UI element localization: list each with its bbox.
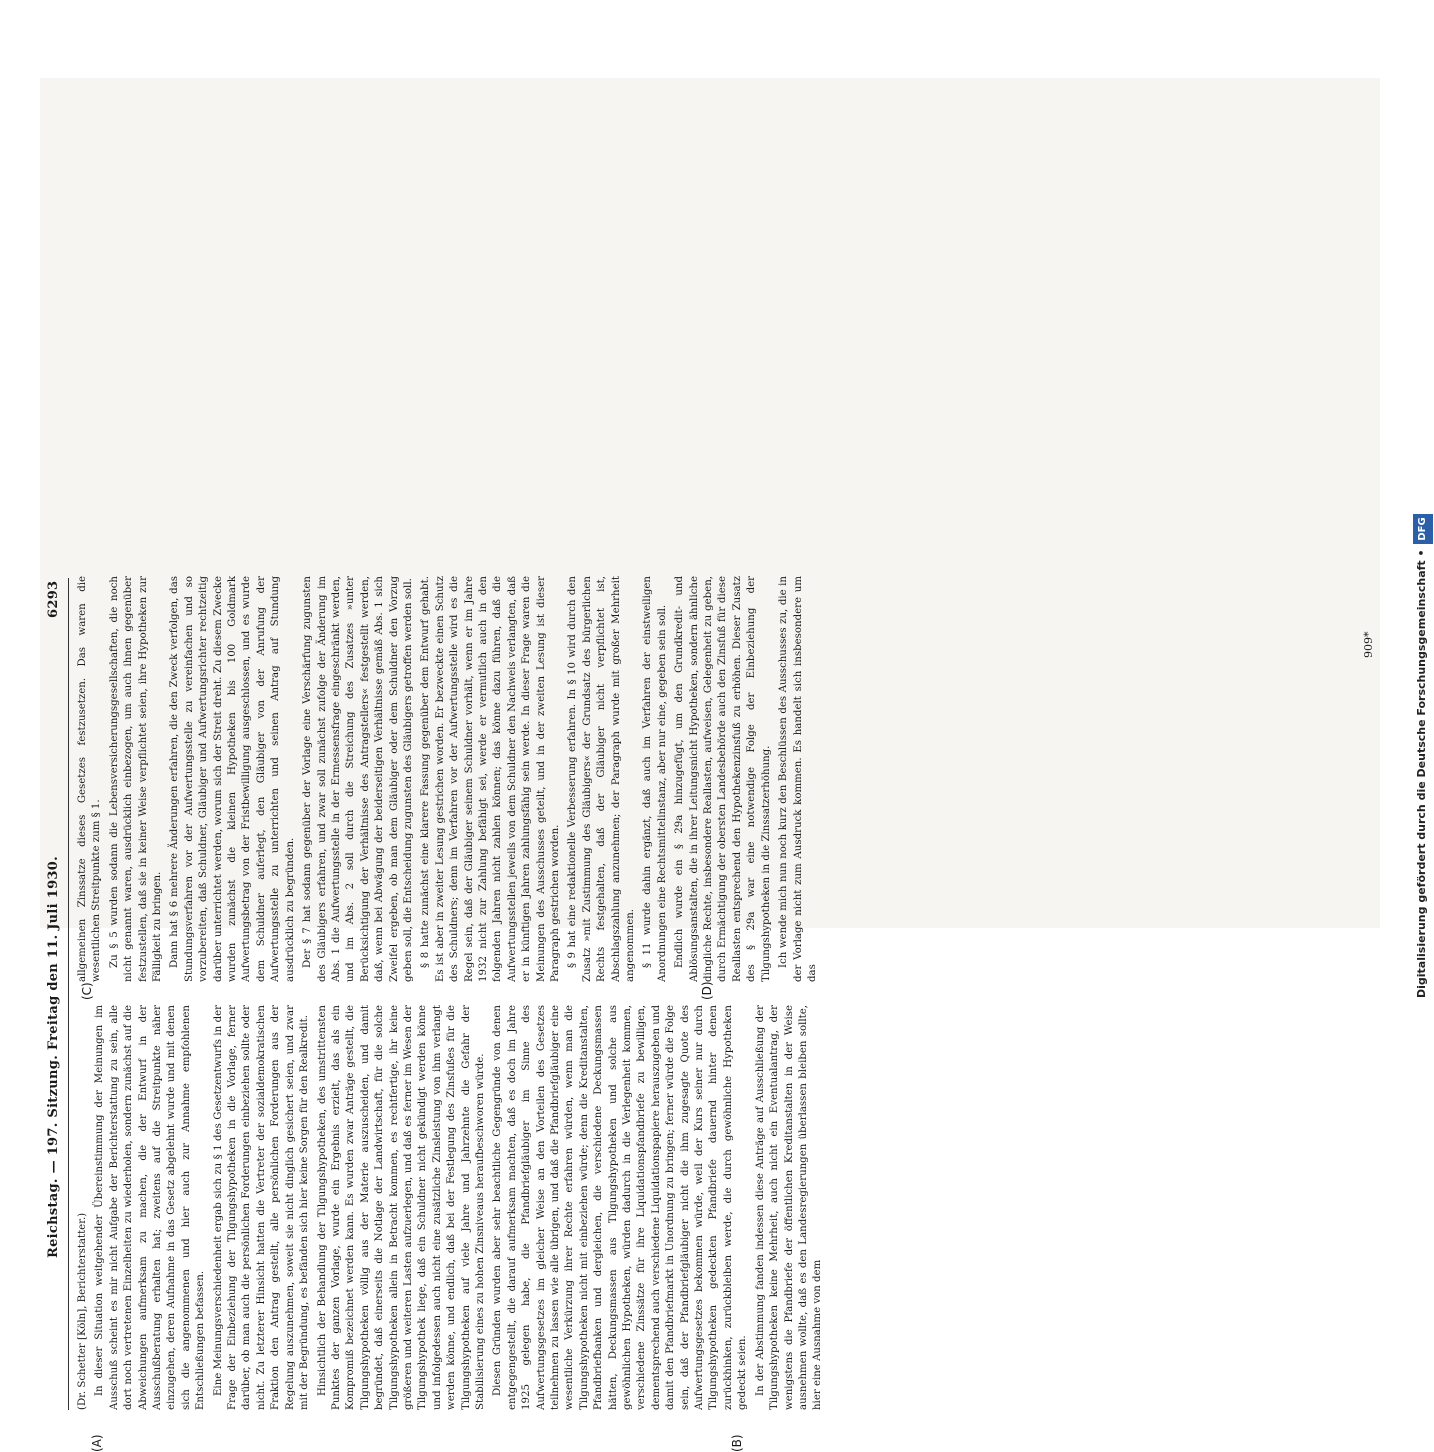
- page-number: 6293: [46, 580, 61, 618]
- footer-mark: 909*: [1362, 631, 1375, 658]
- scanned-page: [40, 78, 1380, 1452]
- running-header: [46, 568, 68, 1418]
- paragraph: Ich wende mich nun noch kurz den Beschlüssen des Ausschusses zu, die in der Vorlage nicht zum Ausdruck kommen. Es handelt sich insbesondere um das: [778, 576, 818, 982]
- header-title: Reichstag. — 197. Sitzung. Freitag den 11. Juli 1930.: [46, 856, 61, 1258]
- paragraph: Der § 7 hat sodann gegenüber der Vorlage eine Verschärfung zugunsten des Gläubigers erfahren, und zwar soll zunächst zufolge der Änderung im Abs. 1 die Aufwertungsstelle in der Ermessensfrage eingeschränkt werden, und im Abs. 2 soll durch die Streichung des Zusatzes »unter Berücksichtigung der Verhältnisse des Antragstellers« festgestellt werden, daß, wenn bei Abwägung der beiderseitigen Verhältnisse gemäß Abs. 1 sich Zweifel ergeben, ob man dem Gläubiger oder dem Schuldner den Vorzug geben soll, die Entscheidung zugunsten des Gläubigers getroffen werden soll.: [302, 576, 414, 982]
- right-column: [76, 576, 1372, 982]
- paragraph: Diesen Gründen wurden aber sehr beachtliche Gegengründe von denen entgegengestellt, die darauf aufmerksam machten, daß es doch im Jahre 1925 gelegen habe, die Pfandbriefgläubiger im Sinne des Aufwertungsgesetzes im gleicher Weise an den Vorteilen des Gesetzes teilnehmen zu lassen wie alle übrigen, und daß die Pfandbriefgläubiger eine wesentliche Verkürzung ihrer Rechte erfahren würden, wenn man die Tilgungshypotheken nicht mit einbeziehen würde; denn die Kreditanstalten, Pfandbriefbanken und dergleichen, die verschiedene Deckungsmassen hätten, Deckungsmassen aus Tilgungshypotheken und solche aus gewöhnlichen Hypotheken, würden dadurch in die Verlegenheit kommen, verschiedene Zinssätze für ihre Liquidationspfandbriefe zu bewilligen, dementsprechend auch verschiedene Liquidationspapiere herauszugeben und damit den Pfandbriefmarkt in Unordnung zu bringen; ferner würde die Folge sein, daß der Pfandbriefgläubiger nicht die ihm zugesagte Quote des Aufwertungsgesetzes bekommen würde, weil der Kurs seiner nur durch Tilgungshypotheken gedeckten Pfandbriefe dauernd hinter denen zurückhinken, zurückbleiben werde, die durch gewöhnliche Hypotheken gedeckt seien.: [492, 1005, 749, 1410]
- margin-mark-a: (A): [90, 1434, 104, 1452]
- digitization-credit: [1412, 8, 1432, 998]
- margin-mark-d: (D): [700, 981, 714, 1000]
- paragraph: Dann hat § 6 mehrere Änderungen erfahren, die den Zweck verfolgen, das Stundungsverfahren vor der Aufwertungsstelle zu vereinfachen und so vorzubereiten, daß Schuldner, Gläubiger und Aufwertungsrichter rechtzeitig darüber unterrichtet werden, worum sich der Streit dreht. Zu diesem Zwecke wurden zunächst die kleinen Hypotheken bis 100 Goldmark Aufwertungsbetrag von der Fristbewilligung ausgeschlossen, und es wurde dem Schuldner auferlegt, den Gläubiger von der Anrufung der Aufwertungsstelle zu unterrichten und seinen Antrag auf Stundung ausdrücklich zu begründen.: [169, 576, 296, 982]
- speaker-line: (Dr. Schetter [Köln], Berichterstatter.): [77, 1212, 88, 1410]
- rotated-page-content: [40, 568, 1380, 1452]
- left-column: [76, 1005, 1372, 1410]
- dfg-logo: DFG: [1413, 514, 1433, 543]
- margin-mark-c: (C): [80, 982, 94, 1000]
- paragraph: Eine Meinungsverschiedenheit ergab sich zu § 1 des Gesetzentwurfs in der Frage der Einbeziehung der Tilgungshypotheken in die Vorlage, ferner darüber, ob man auch die persönlichen Forderungen einbeziehen sollte oder nicht. Zu letzterer Hinsicht hatten die Vertreter der sozialdemokratischen Fraktion den Antrag gestellt, alle persönlichen Forderungen aus der Regelung auszunehmen, soweit sie nicht dinglich gesichert seien, und zwar mit der Begründung, es befänden sich hier keine Sorgen für den Realkredit.: [212, 1005, 311, 1410]
- paragraph: Endlich wurde ein § 29a hinzugefügt, um den Grundkredit- und Ablösungsanstalten, die in ihrer Leitungsnicht Hypotheken, sondern ähnliche dingliche Rechte, insbesondere Reallasten, aufweisen, Gelegenheit zu geben, durch Ermächtigung der obersten Landesbehörde auch den Zinsfuß für diese Reallasten entsprechend den Hypothekenzinsfuß zu erhöhen. Dieser Zusatz des § 29a war eine notwendige Folge der Einbeziehung der Tilgungshypotheken in die Zinssatzerhöhung.: [674, 576, 772, 982]
- margin-mark-b: (B): [730, 1434, 744, 1452]
- paragraph: § 8 hatte zunächst eine klarere Fassung gegenüber dem Entwurf gehabt. Es ist aber in zweiter Lesung gestrichen worden. Er bezweckte einen Schutz des Schuldners; denn im Verfahren vor der Aufwertungsstelle wird es die Regel sein, daß der Gläubiger seinem Schuldner vorhält, wenn er im Jahre 1932 nicht zur Zahlung befähigt sei, werde er vermutlich auch in den folgenden Jahren nicht zahlen können; das könne dazu führen, daß die Aufwertungsstellen jeweils von dem Schuldner den Nachweis verlangten, daß er in künftigen Jahren zahlungsfähig sein werde. In dieser Frage waren die Meinungen des Ausschusses geteilt, und in der zweiten Lesung ist dieser Paragraph gestrichen worden.: [420, 576, 561, 982]
- paragraph: § 9 hat eine redaktionelle Verbesserung erfahren. In § 10 wird durch den Zusatz »mit Zustimmung des Gläubigers« der Grundsatz des bürgerlichen Rechts festgehalten, daß der Gläubiger nicht verpflichtet ist, Abschlagszahlung anzunehmen; der Paragraph wurde mit großer Mehrheit angenommen.: [567, 576, 637, 982]
- paragraph: allgemeinen Zinssatze dieses Gesetzes festzusetzen. Das waren die wesentlichen Streitpunkte zum § 1.: [77, 576, 103, 982]
- credit-line: [1412, 8, 1432, 998]
- paragraph: In dieser Situation weitgehender Übereinstimmung der Meinungen im Ausschuß scheint es mir nicht Aufgabe der Berichterstattung zu sein, alle dort noch vertretenen Einzelheiten zu wiederholen, sondern zunächst auf die Abweichungen aufmerksam zu machen, die der Entwurf in der Ausschußberatung erhalten hat; zweitens auf die Streitpunkte näher einzugehen, deren Aufnahme in das Gesetz abgelehnt wurde und mit denen sich die angenommenen und hier auch zur Annahme empfohlenen Entschließungen befassen.: [94, 1005, 207, 1410]
- credit-text: Digitalisierung gefördert durch die Deutsche Forschungsgemeinschaft •: [1415, 549, 1428, 998]
- header-rule: [68, 578, 69, 1410]
- paragraph: In der Abstimmung fanden indessen diese Anträge auf Ausschließung der Tilgungshypotheken keine Mehrheit, auch nicht ein Eventualantrag, der wenigstens die Pfandbriefe der öffentlichen Kreditanstalten in der Weise ausnehmen wollte, daß es den Landesregierungen überlassen bleiben sollte, hier eine Ausnahme von dem: [754, 1005, 824, 1410]
- paragraph: Hinsichtlich der Behandlung der Tilgungshypotheken, des umstrittensten Punktes der ganzen Vorlage, wurde ein Ergebnis erzielt, das als ein Kompromiß bezeichnet werden kann. Es wurden zwar Anträge gestellt, die Tilgungshypotheken völlig aus der Materie auszuscheiden, und damit begründet, daß einerseits die Notlage der Landwirtschaft, für die solche Tilgungshypotheken allein in Betracht kommen, es rechtfertige, ihr keine größeren und weiteren Lasten aufzuerlegen, und daß es ferner im Wesen der Tilgungshypothek liege, daß ein Schuldner nicht gekündigt werden könne und infolgedessen auch nicht eine zusätzliche Zinsleistung von ihm verlangt werden könne, und endlich, daß bei der Festlegung des Zinsfußes für die Tilgungshypotheken auf viele Jahre und Jahrzehnte die Gefahr der Stabilisierung eines zu hohen Zinsniveaus heraufbeschworen würde.: [316, 1005, 486, 1410]
- paragraph: Zu § 5 wurden sodann die Lebensversicherungsgesellschaften, die noch nicht genannt waren, ausdrücklich einbezogen, um auch ihnen gegenüber festzustellen, daß sie in keiner Weise verpflichtet seien, ihre Hypotheken zur Fälligkeit zu bringen.: [108, 576, 164, 982]
- paragraph: § 11 wurde dahin ergänzt, daß auch im Verfahren der einstweiligen Anordnungen eine Rechtsmittelinstanz, aber nur eine, gegeben sein soll.: [642, 576, 668, 982]
